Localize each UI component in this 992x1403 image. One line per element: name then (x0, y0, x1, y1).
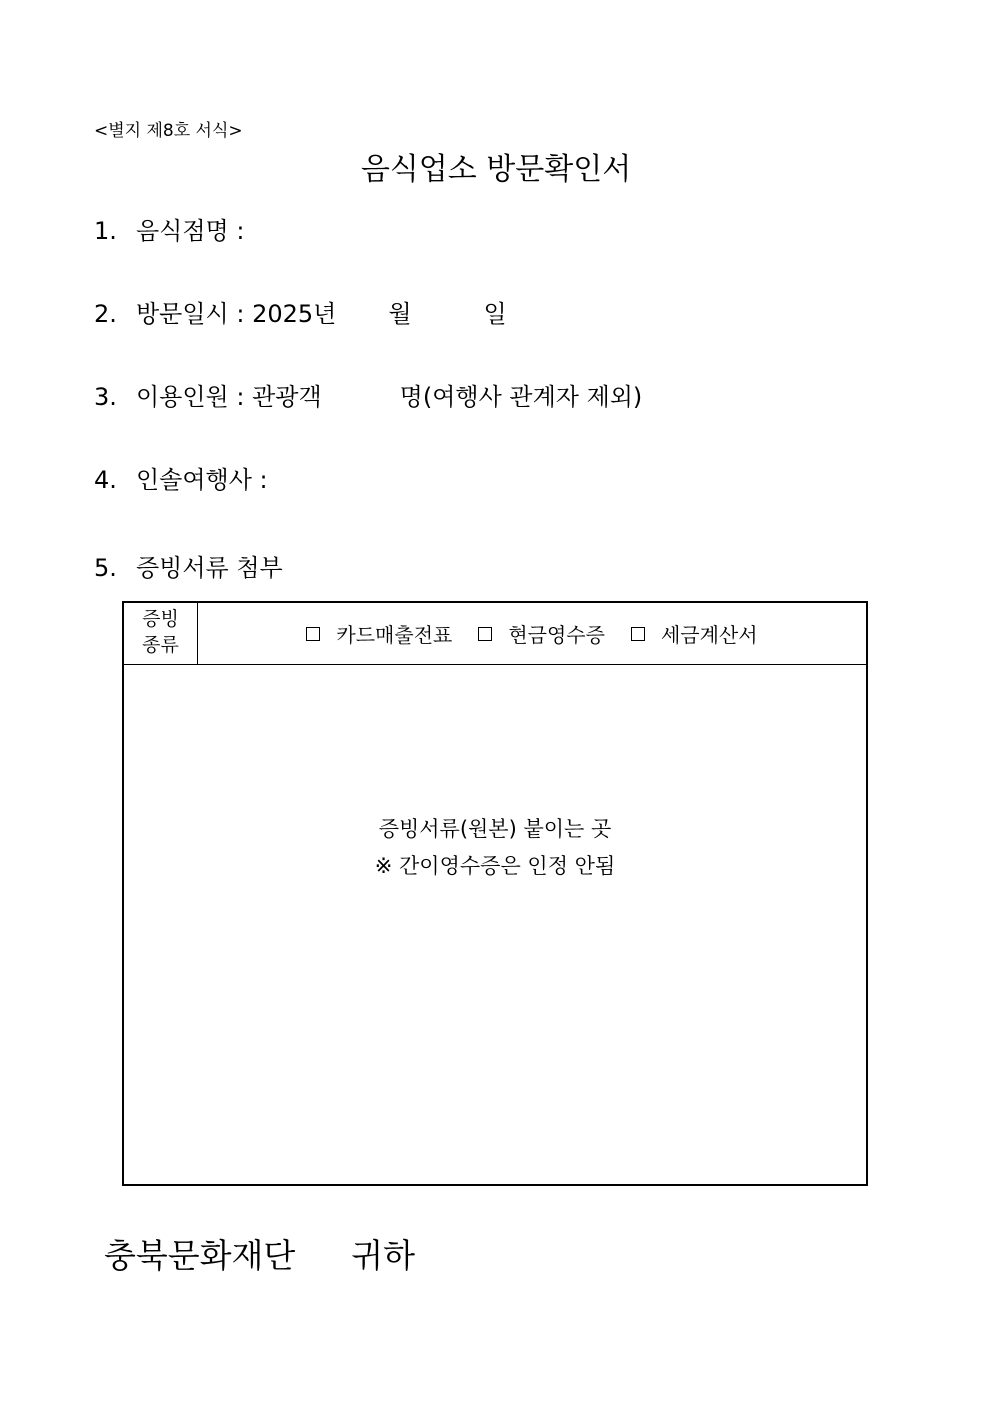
option-card-receipt[interactable] (306, 619, 452, 648)
recipient-suffix: 귀하 (351, 1236, 416, 1275)
checkbox[interactable] (306, 627, 320, 641)
visitor-count-suffix: 명(여행사 관계자 제외) (399, 383, 643, 411)
item-number: 5. (94, 554, 117, 582)
checkbox[interactable] (478, 627, 492, 641)
evidence-options (198, 603, 866, 664)
form-code: <별지 제8호 서식> (94, 121, 243, 141)
visit-year: 2025년 (252, 300, 337, 328)
item-restaurant-name (94, 211, 244, 246)
item-visit-date (94, 294, 507, 329)
item-number: 1. (94, 217, 117, 245)
item-number: 2. (94, 300, 117, 328)
option-label: 카드매출전표 (336, 623, 453, 647)
item-number: 3. (94, 383, 117, 411)
visit-month: 월 (388, 300, 412, 328)
recipient-name: 충북문화재단 (104, 1236, 296, 1275)
option-cash-receipt[interactable] (478, 619, 605, 648)
item-visitor-count (94, 377, 642, 412)
evidence-type-label-line2: 종류 (142, 634, 179, 656)
option-label: 현금영수증 (508, 623, 605, 647)
visitor-type: 관광객 (252, 383, 322, 411)
evidence-type-header (124, 603, 866, 665)
item-evidence-attach (94, 548, 283, 583)
document-title: 음식업소 방문확인서 (360, 152, 632, 187)
option-tax-invoice[interactable] (631, 619, 758, 648)
item-label: 이용인원 : (136, 383, 245, 411)
item-label: 방문일시 : (136, 300, 245, 328)
attach-area (124, 665, 866, 1184)
evidence-type-label-line1: 증빙 (142, 608, 179, 630)
evidence-box (122, 601, 868, 1186)
item-number: 4. (94, 466, 117, 494)
visit-day: 일 (483, 300, 507, 328)
item-travel-agency (94, 460, 268, 495)
item-label: 인솔여행사 : (136, 466, 268, 494)
item-label: 음식점명 : (136, 217, 245, 245)
attach-note: ※ 간이영수증은 인정 안됨 (374, 854, 616, 878)
recipient (104, 1230, 415, 1277)
evidence-type-label (124, 603, 198, 664)
item-label: 증빙서류 첨부 (136, 554, 283, 582)
attach-instruction: 증빙서류(원본) 붙이는 곳 (378, 817, 612, 841)
option-label: 세금계산서 (660, 623, 758, 647)
checkbox[interactable] (631, 627, 645, 641)
